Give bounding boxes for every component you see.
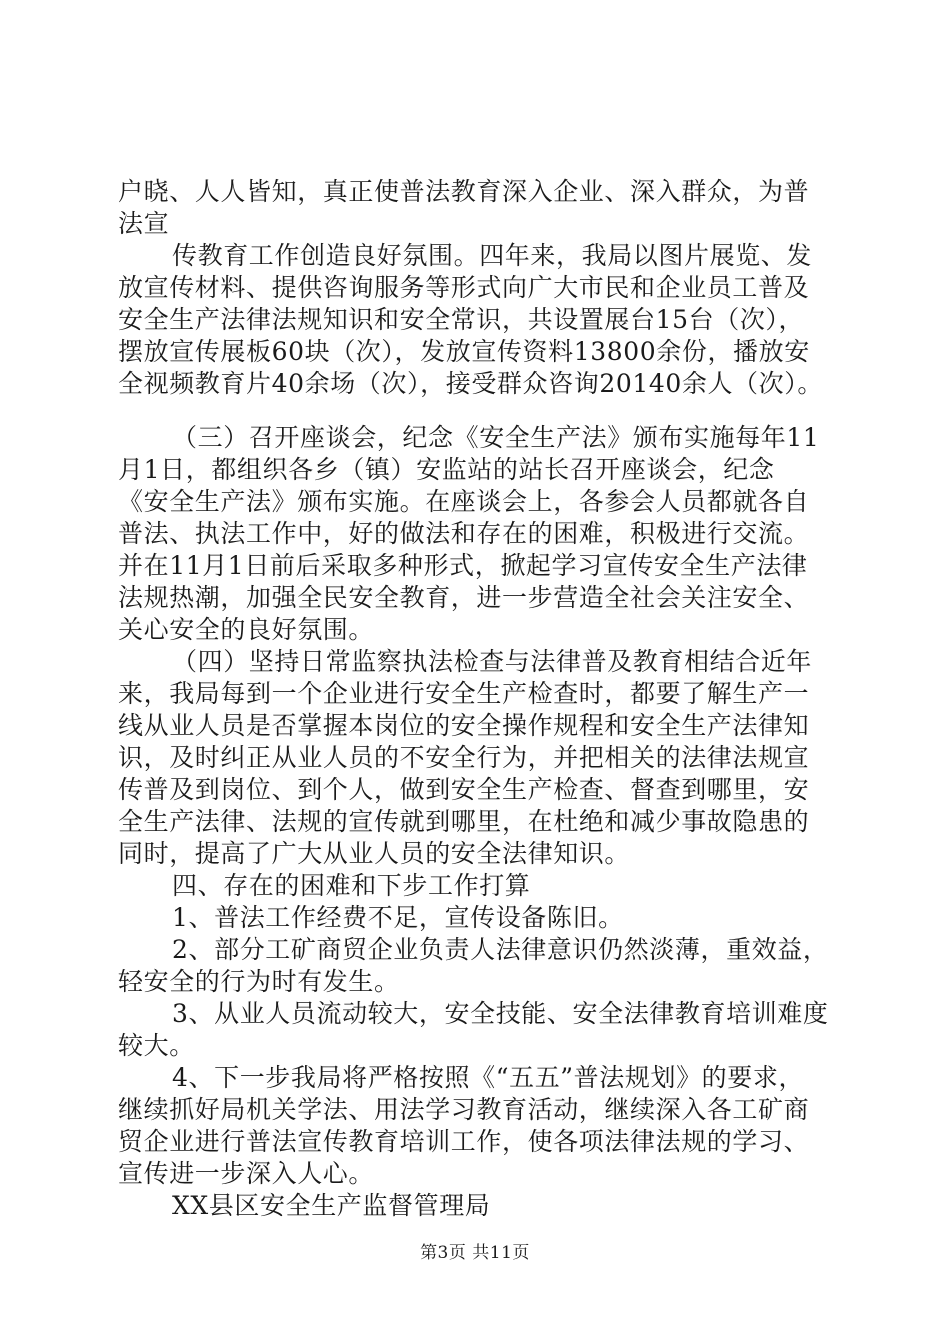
text-line: 关心安全的良好氛围。 — [118, 615, 375, 644]
text-line: 2、部分工矿商贸企业负责人法律意识仍然淡薄，重效益， — [172, 935, 829, 964]
text-line: 较大。 — [118, 1031, 195, 1060]
text-line: （三）召开座谈会，纪念《安全生产法》颁布实施每年11 — [172, 423, 820, 452]
text-line: 全生产法律、法规的宣传就到哪里，在杜绝和减少事故隐患的 — [118, 807, 810, 836]
text-line: 4、下一步我局将严格按照《“五五”普法规划》的要求， — [172, 1063, 805, 1092]
text-line: 识，及时纠正从业人员的不安全行为，并把相关的法律法规宣 — [118, 743, 810, 772]
text-line: 并在11月1日前后采取多种形式，掀起学习宣传安全生产法律 — [118, 551, 808, 580]
text-line: 轻安全的行为时有发生。 — [118, 967, 400, 996]
text-line: 摆放宣传展板60块（次），发放宣传资料13800余份，播放安 — [118, 337, 810, 366]
text-line: 传教育工作创造良好氛围。四年来，我局以图片展览、发 — [172, 241, 813, 270]
text-line: 月1日，都组织各乡（镇）安监站的站长召开座谈会，纪念 — [118, 455, 775, 484]
text-line: 3、从业人员流动较大，安全技能、安全法律教育培训难度 — [172, 999, 829, 1028]
text-line: 安全生产法律法规知识和安全常识，共设置展台15台（次）， — [118, 305, 805, 334]
text-line: 法宣 — [118, 209, 170, 238]
text-line: 宣传进一步深入人心。 — [118, 1159, 375, 1188]
text-line: 《安全生产法》颁布实施。在座谈会上，各参会人员都就各自 — [118, 487, 810, 516]
text-line: 普法、执法工作中，好的做法和存在的困难，积极进行交流。 — [118, 519, 810, 548]
text-line: 1、普法工作经费不足，宣传设备陈旧。 — [172, 903, 624, 932]
text-line: 全视频教育片40余场（次），接受群众咨询20140余人（次）。 — [118, 369, 823, 398]
page-number-footer: 第3页 共11页 — [420, 1243, 530, 1263]
text-line: 法规热潮，加强全民安全教育，进一步营造全社会关注安全、 — [118, 583, 810, 612]
text-line: 继续抓好局机关学法、用法学习教育活动，继续深入各工矿商 — [118, 1095, 810, 1124]
text-line: （四）坚持日常监察执法检查与法律普及教育相结合近年 — [172, 647, 813, 676]
text-line: 线从业人员是否掌握本岗位的安全操作规程和安全生产法律知 — [118, 711, 810, 740]
text-line: 贸企业进行普法宣传教育培训工作，使各项法律法规的学习、 — [118, 1127, 810, 1156]
signature-line: XX县区安全生产监督管理局 — [172, 1191, 491, 1220]
text-line: 户晓、人人皆知，真正使普法教育深入企业、深入群众，为普 — [118, 177, 810, 206]
text-line: 放宣传材料、提供咨询服务等形式向广大市民和企业员工普及 — [118, 273, 810, 302]
text-line: 传普及到岗位、到个人，做到安全生产检查、督查到哪里，安 — [118, 775, 810, 804]
text-line: 来，我局每到一个企业进行安全生产检查时，都要了解生产一 — [118, 679, 810, 708]
section-heading: 四、存在的困难和下步工作打算 — [172, 871, 531, 900]
text-line: 同时，提高了广大从业人员的安全法律知识。 — [118, 839, 631, 868]
